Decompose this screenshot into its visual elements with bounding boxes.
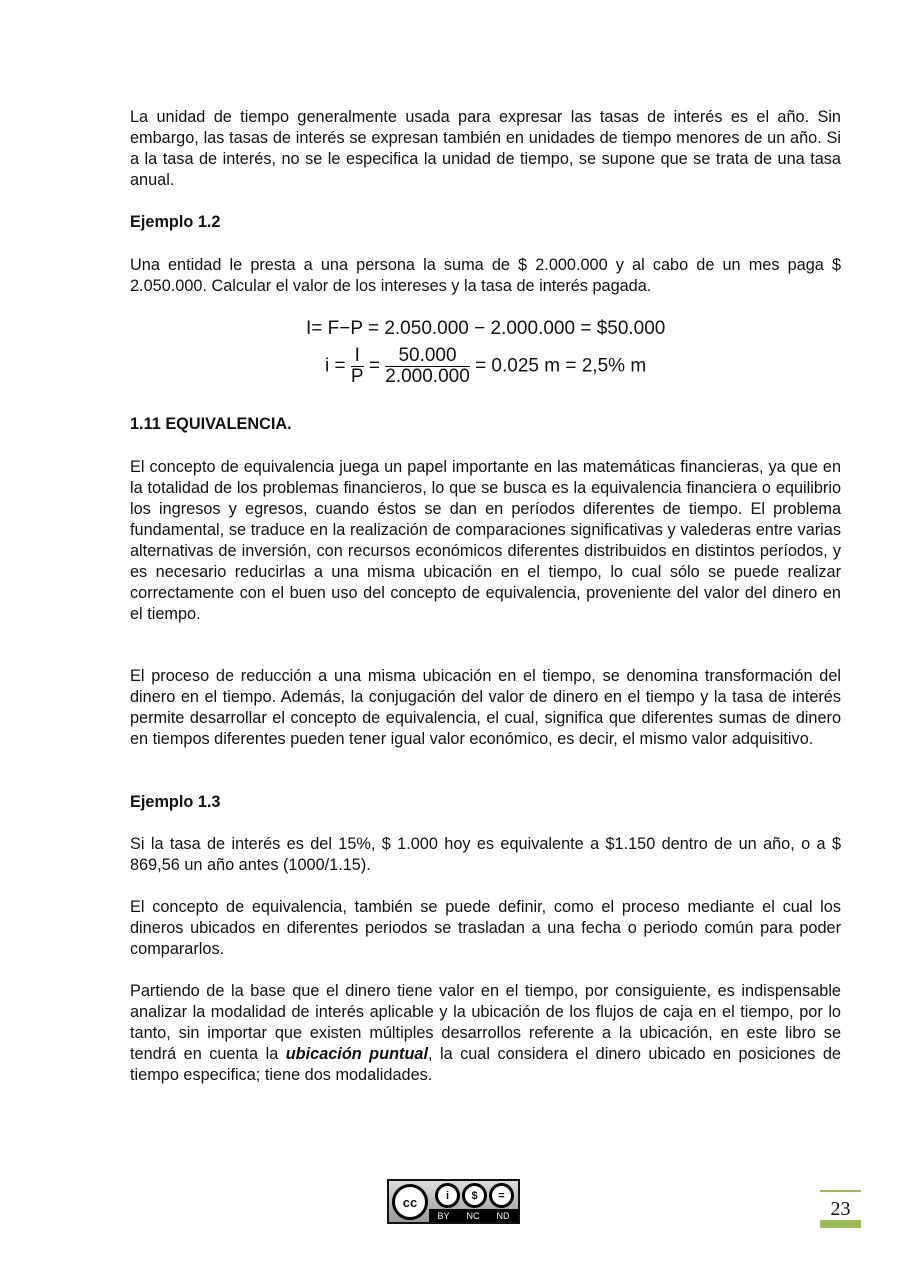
- paragraph-equivalence-concept: El concepto de equivalencia juega un papel importante en las matemáticas financieras, ya que en la totalidad de los problemas financieros, lo que se busca es la equivalencia financiera o equilibrio los ingresos y egresos, cuando éstos se dan en períodos diferentes de tiempo. El problema fundamental, se traduce en la realización de comparaciones significativas y valederas entre varias alternativas de inversión, con recursos económicos diferentes distribuidos en distintos períodos, y es necesario reducirlas a una misma ubicación en el tiempo, lo cual sólo se puede realizar correctamente con el buen uso del concepto de equivalencia, proveniente del valor del dinero en el tiempo.: [130, 458, 841, 623]
- paragraph-time-unit: La unidad de tiempo generalmente usada para expresar las tasas de interés es el año. Sin embargo, las tasas de interés se expresan también en unidades de tiempo menores de un año. Si a la tasa de interés, no se le especifica la unidad de tiempo, se supone que se trata de una tasa anual.: [130, 108, 841, 189]
- emphasis-ubicacion-puntual: ubicación puntual: [285, 1045, 428, 1063]
- page-number-accent-bar: [820, 1220, 861, 1228]
- eq-equals: =: [368, 355, 380, 377]
- nd-equals-icon: =: [489, 1183, 514, 1208]
- fraction-values: [385, 346, 470, 387]
- nc-dollar-icon: $: [462, 1183, 487, 1208]
- license-terms: [429, 1209, 518, 1222]
- license-by: BY: [437, 1210, 450, 1221]
- eq-rhs: = 0.025 m = 2,5% m: [475, 355, 647, 377]
- denominator: 2.000.000: [385, 366, 470, 387]
- fraction-i-p: [351, 346, 364, 387]
- text: , la cual considera el dinero ubicado en posiciones de tiempo especifica; tiene dos modalidades.: [130, 1045, 841, 1084]
- paragraph-example-1-2: Una entidad le presta a una persona la suma de $ 2.000.000 y al cabo de un mes paga $ 2.050.000. Calcular el valor de los intereses y la tasa de interés pagada.: [130, 256, 841, 295]
- license-nd: ND: [496, 1210, 510, 1221]
- paragraph-example-1-3: Si la tasa de interés es del 15%, $ 1.000 hoy es equivalente a $1.150 dentro de un año, o a $ 869,56 un año antes (1000/1.15).: [130, 835, 841, 874]
- section-heading-equivalencia: 1.11 EQUIVALENCIA.: [130, 415, 292, 433]
- creative-commons-license-logo: [387, 1179, 520, 1224]
- by-person-icon: i: [435, 1183, 460, 1208]
- numerator: 50.000: [385, 346, 470, 367]
- numerator: I: [351, 346, 364, 367]
- text: Partiendo de la base que el dinero tiene valor en el tiempo, por consiguiente, es indispensable analizar la modalidad de interés aplicable y la ubicación de los flujos de caja en el tiempo, por lo tanto, sin importar que existen múltiples desarrollos referente a la ubicación, en este libro se tendrá en cuenta la: [130, 982, 841, 1063]
- example-1-2-heading: Ejemplo 1.2: [130, 213, 221, 231]
- paragraph-point-location: [130, 981, 841, 1086]
- equation-interest: I= F−P = 2.050.000 − 2.000.000 = $50.000: [306, 318, 666, 339]
- paragraph-reduction-process: El proceso de reducción a una misma ubicación en el tiempo, se denomina transformación del dinero en el tiempo. Además, la conjugación del valor de dinero en el tiempo y la tasa de interés permite desarrollar el concepto de equivalencia, el cual, significa que diferentes sumas de dinero en tiempos diferentes pueden tener igual valor económico, es decir, el mismo valor adquisitivo.: [130, 667, 841, 748]
- eq-lhs: i =: [325, 355, 346, 377]
- license-nc: NC: [466, 1210, 480, 1221]
- equation-rate: [325, 346, 646, 387]
- example-1-3-heading: Ejemplo 1.3: [130, 793, 221, 811]
- paragraph-equivalence-definition: El concepto de equivalencia, también se puede definir, como el proceso mediante el cual los dineros ubicados en diferentes periodos se trasladan a una fecha o periodo común para poder compararlos.: [130, 898, 841, 958]
- page-number: 23: [820, 1190, 861, 1221]
- cc-icon: cc: [392, 1184, 428, 1220]
- denominator: P: [350, 366, 364, 387]
